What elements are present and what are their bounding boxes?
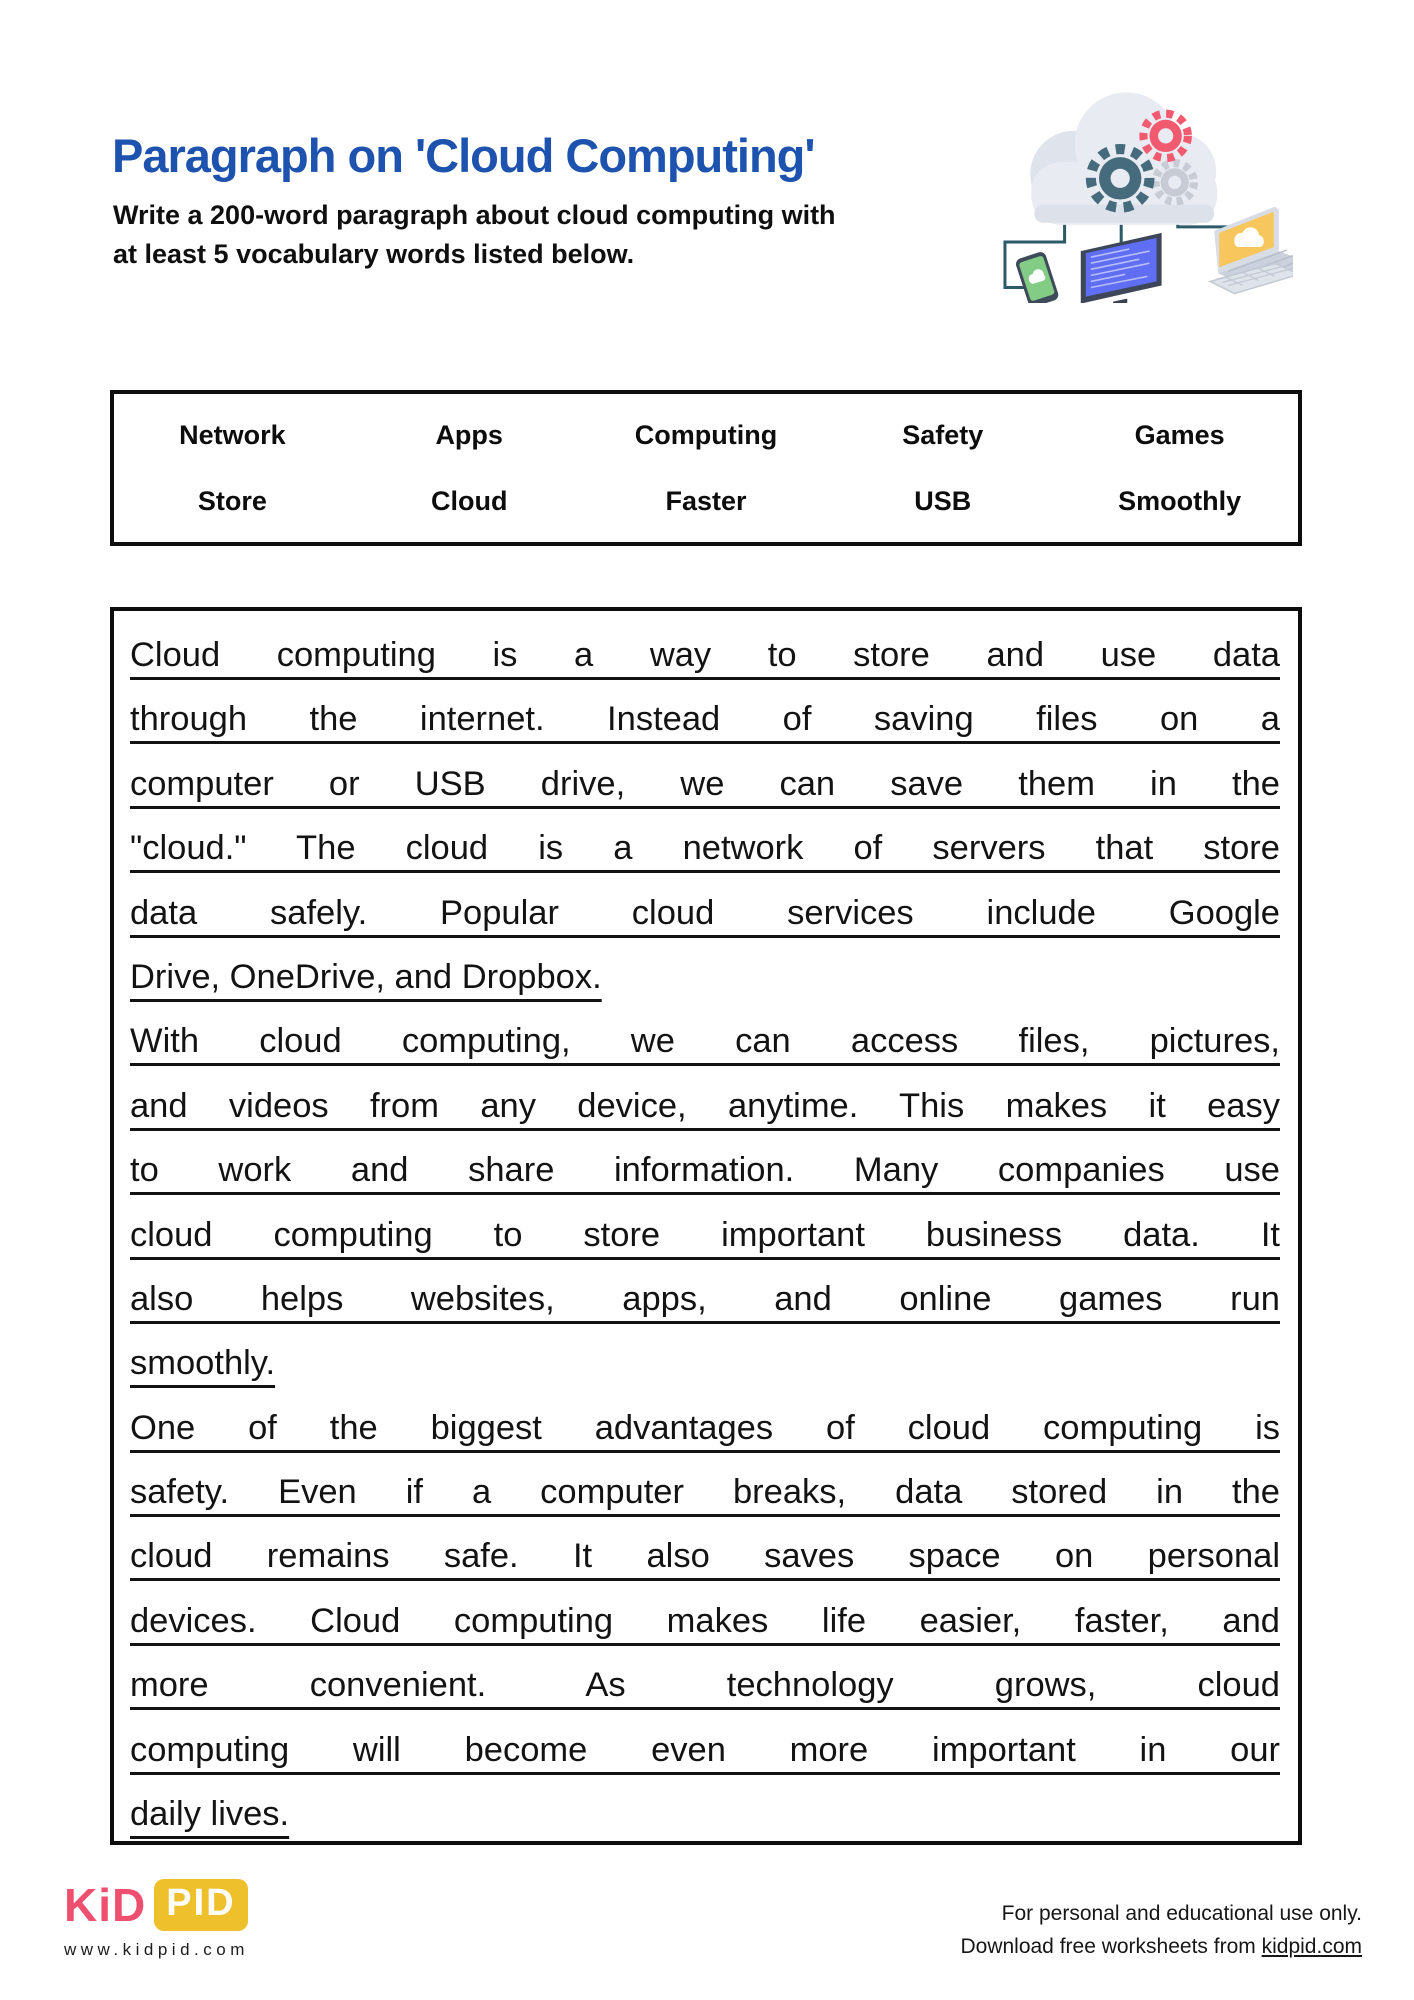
footer-notice bbox=[960, 1898, 1362, 1963]
paragraph-line: through the internet. Instead of saving files on a bbox=[130, 700, 1280, 739]
smartphone-icon bbox=[1014, 251, 1059, 303]
paragraph-line: safety. Even if a computer breaks, data stored in the bbox=[130, 1473, 1280, 1512]
paragraph-box bbox=[110, 607, 1302, 1845]
vocab-word: Games bbox=[1134, 419, 1225, 450]
paragraph-line: cloud remains safe. It also saves space on personal bbox=[130, 1537, 1280, 1576]
vocab-word: Apps bbox=[435, 419, 503, 450]
page-title: Paragraph on 'Cloud Computing' bbox=[112, 129, 815, 182]
footer-website: www.kidpid.com bbox=[64, 1940, 249, 1959]
paragraph-line: smoothly. bbox=[130, 1344, 276, 1383]
paragraph-line: more convenient. As technology grows, cloud bbox=[130, 1666, 1280, 1705]
kidpid-link[interactable]: kidpid.com bbox=[1261, 1934, 1362, 1958]
paragraph-line: Cloud computing is a way to store and use data bbox=[130, 636, 1280, 674]
vocab-word: Store bbox=[197, 485, 267, 516]
paragraph-line: and videos from any device, anytime. This makes it easy bbox=[130, 1086, 1280, 1125]
logo-pid-badge: PID bbox=[154, 1879, 247, 1931]
paragraph-line: One of the biggest advantages of cloud computing is bbox=[130, 1408, 1280, 1447]
vocab-word: Safety bbox=[902, 419, 984, 450]
page-subtitle bbox=[113, 196, 836, 274]
vocabulary-box bbox=[110, 390, 1302, 546]
vocab-word: USB bbox=[914, 485, 972, 516]
paragraph-line: computing will become even more important in our bbox=[130, 1730, 1280, 1769]
paragraph-line: Drive, OneDrive, and Dropbox. bbox=[130, 957, 602, 996]
monitor-icon bbox=[1081, 233, 1162, 303]
vocab-word: Network bbox=[179, 419, 286, 450]
logo-kid-text: KiD bbox=[64, 1879, 147, 1931]
footer-notice-line2 bbox=[960, 1931, 1362, 1964]
vocab-word: Smoothly bbox=[1118, 485, 1242, 516]
paragraph-line: data safely. Popular cloud services include Google bbox=[130, 893, 1280, 932]
footer-notice-line2-prefix: Download free worksheets from bbox=[960, 1934, 1262, 1958]
cloud-computing-illustration bbox=[818, 85, 1293, 303]
page-subtitle-line1: Write a 200-word paragraph about cloud computing with bbox=[113, 200, 836, 230]
vocab-word: Computing bbox=[634, 419, 778, 450]
paragraph-line: also helps websites, apps, and online games run bbox=[130, 1279, 1280, 1318]
vocab-word: Faster bbox=[665, 485, 747, 516]
paragraph-line: computer or USB drive, we can save them in the bbox=[130, 764, 1280, 803]
paragraph-line: daily lives. bbox=[130, 1795, 290, 1834]
paragraph-line: devices. Cloud computing makes life easier, faster, and bbox=[130, 1601, 1280, 1640]
paragraph-line: With cloud computing, we can access files, pictures, bbox=[130, 1022, 1280, 1061]
paragraph-line: "cloud." The cloud is a network of servers that store bbox=[130, 829, 1280, 868]
footer-notice-line1: For personal and educational use only. bbox=[1001, 1902, 1362, 1925]
vocab-word: Cloud bbox=[430, 485, 508, 516]
footer-brand bbox=[64, 1878, 249, 1960]
page-subtitle-line2: at least 5 vocabulary words listed below. bbox=[113, 239, 635, 270]
paragraph-line: to work and share information. Many companies use bbox=[130, 1151, 1280, 1190]
kidpid-logo bbox=[64, 1878, 249, 1932]
paragraph-line: cloud computing to store important business data. It bbox=[130, 1215, 1280, 1254]
